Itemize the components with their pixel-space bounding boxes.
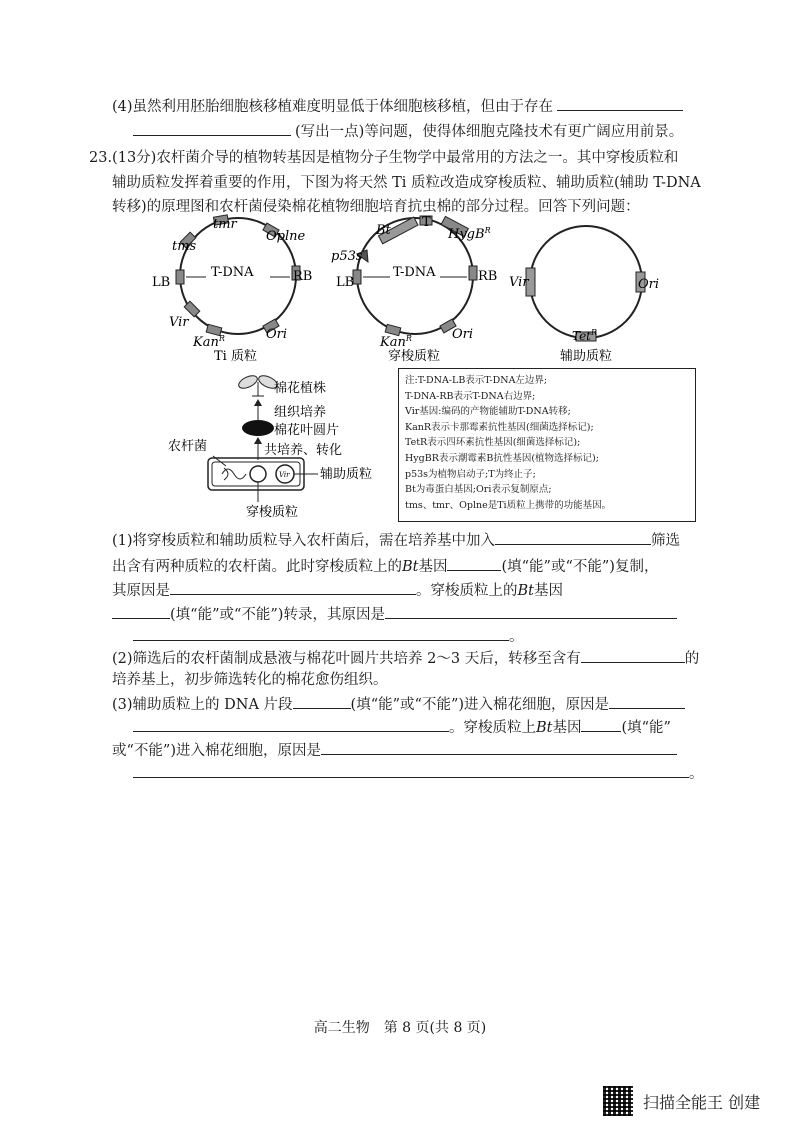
q22-4-text2: (写出一点)等问题，使得体细胞克隆技术有更广阔应用前景。 — [295, 124, 684, 140]
sub1-text: (1)将穿梭质粒和辅助质粒导入农杆菌后，需在培养基中加入 — [112, 533, 496, 549]
sub3-line2 — [133, 717, 671, 738]
legend-line: Bt为毒蛋白基因;Ori表示复制原点; — [405, 484, 552, 496]
helper-plasmid-flow-label: 辅助质粒 — [320, 467, 373, 482]
lb-border — [353, 270, 361, 284]
legend-line: p53s为植物启动子;T为终止子; — [405, 468, 536, 480]
cotton-plant-icon — [237, 373, 279, 396]
legend-line: HygBR表示潮霉素B抗性基因(植物选择标记); — [405, 452, 599, 464]
sub1-text: 基因 — [418, 559, 448, 575]
q23-intro-line2: 辅助质粒发挥着重要的作用，下图为将天然 Ti 质粒改造成穿梭质粒、辅助质粒(辅助 T-DNA — [112, 175, 701, 191]
ori-label: Ori — [452, 327, 474, 342]
bt-gene-text: Bt — [402, 559, 419, 575]
legend-line: TetR表示四环素抗性基因(细菌选择标记); — [405, 437, 581, 449]
leaf-disc-icon — [242, 420, 274, 436]
bt-gene-text: Bt — [517, 583, 534, 599]
co-culture-label: 共培养、转化 — [264, 443, 343, 458]
tdna-label: T-DNA — [211, 265, 254, 280]
sub3-text: 或“不能”)进入棉花细胞，原因是 — [112, 743, 321, 759]
sub3-text: 。 — [689, 766, 704, 782]
q23-intro-line1: 23.(13分)农杆菌介导的植物转基因是植物分子生物学中最常用的方法之一。其中穿梭质粒和 — [89, 150, 679, 166]
agrobacterium-label: 农杆菌 — [168, 439, 208, 454]
answer-blank[interactable] — [447, 556, 501, 571]
helper-plasmid-name: 辅助质粒 — [560, 349, 613, 364]
rb-label: RB — [293, 269, 313, 284]
answer-blank[interactable] — [112, 604, 170, 619]
sub1-text: (填“能”或“不能”)转录，其原因是 — [170, 607, 385, 623]
sub1-line1 — [112, 530, 680, 551]
sub3-text: (3)辅助质粒上的 DNA 片段 — [112, 697, 293, 713]
rb-border — [469, 266, 477, 280]
figure-legend — [398, 368, 696, 522]
q22-4-line2 — [133, 121, 683, 142]
sub2-line1 — [112, 648, 699, 669]
sub3-line3 — [112, 740, 677, 761]
answer-blank[interactable] — [321, 740, 677, 755]
answer-blank[interactable] — [581, 648, 685, 663]
answer-blank[interactable] — [581, 717, 621, 732]
sub3-line1 — [112, 694, 685, 715]
sub3-text: 。穿梭质粒上 — [449, 720, 536, 736]
sub1-text: 其原因是 — [112, 583, 170, 599]
vir-label: Vir — [509, 275, 529, 290]
helper-vir-label: Vir — [279, 471, 290, 479]
answer-blank[interactable] — [133, 717, 449, 732]
vir-label: Vir — [169, 315, 189, 330]
lb-label: LB — [152, 275, 171, 290]
legend-line: tms、tmr、Oplne是Ti质粒上携带的功能基因。 — [405, 499, 612, 511]
sub1-text: 基因 — [533, 583, 563, 599]
sub3-text: (填“能” — [621, 720, 671, 736]
sub1-text: 筛选 — [651, 533, 681, 549]
sub1-line2 — [112, 556, 658, 577]
legend-line: 注:T-DNA-LB表示T-DNA左边界; — [405, 375, 548, 386]
answer-blank[interactable] — [133, 626, 509, 641]
sub3-line4 — [133, 763, 704, 784]
legend-line: KanR表示卡那霉素抗性基因(细菌选择标记); — [405, 421, 594, 433]
shuttle-plasmid-flow-label: 穿梭质粒 — [246, 505, 299, 520]
leaf-disc-label: 棉花叶圆片 — [274, 423, 340, 438]
scanner-watermark — [603, 1086, 800, 1116]
ti-plasmid-diagram — [152, 215, 312, 364]
sub1-text: 。 — [509, 629, 524, 645]
sub1-text: 。穿梭质粒上的 — [416, 583, 518, 599]
answer-blank[interactable] — [170, 580, 416, 595]
answer-blank[interactable] — [557, 96, 683, 111]
kan-label: Kan$^R$ — [380, 334, 412, 350]
page-footer: 高二生物 第 8 页(共 8 页) — [313, 1020, 487, 1036]
transformation-flow — [168, 373, 372, 520]
plant-label: 棉花植株 — [274, 381, 327, 396]
tdna-label: T-DNA — [393, 265, 436, 280]
bacterial-chromosome-icon — [222, 468, 246, 480]
sub3-text: 基因 — [552, 720, 582, 736]
answer-blank[interactable] — [293, 694, 351, 709]
q22-4-line1 — [112, 96, 683, 117]
ori-label: Ori — [266, 327, 288, 342]
rb-label: RB — [478, 269, 498, 284]
tet-label: Tet$^R$ — [572, 328, 598, 343]
answer-blank[interactable] — [385, 604, 677, 619]
opine-label: Oplne — [266, 229, 306, 244]
lb-label: LB — [336, 275, 355, 290]
sub2-text: (2)筛选后的农杆菌制成悬液与棉花叶圆片共培养 2～3 天后，转移至含有 — [112, 651, 581, 667]
q23-intro-line3: 转移)的原理图和农杆菌侵染棉花植物细胞培育抗虫棉的部分过程。回答下列问题： — [112, 199, 640, 215]
ori-label: Ori — [638, 277, 660, 292]
tmr-label: tmr — [213, 217, 237, 232]
helper-plasmid-diagram — [509, 226, 659, 364]
t-label: T — [422, 215, 431, 230]
answer-blank[interactable] — [133, 121, 291, 136]
tms-label: tms — [172, 239, 197, 254]
bt-label: Bt — [376, 223, 391, 238]
answer-blank[interactable] — [609, 694, 685, 709]
shuttle-plasmid-name: 穿梭质粒 — [388, 349, 441, 364]
qr-code-icon — [603, 1086, 633, 1116]
answer-blank[interactable] — [133, 763, 689, 778]
q22-4-text1: (4)虽然利用胚胎细胞核移植难度明显低于体细胞核移植，但由于存在 — [112, 99, 554, 115]
kan-gene — [385, 324, 401, 335]
sub2-text: 的 — [684, 651, 700, 667]
tissue-culture-label: 组织培养 — [274, 405, 327, 420]
lb-border — [176, 270, 184, 284]
sub1-text: 出含有两种质粒的农杆菌。此时穿梭质粒上的 — [112, 559, 402, 575]
answer-blank[interactable] — [495, 530, 651, 545]
p53s-label: p53s — [331, 249, 363, 264]
ti-plasmid-name: Ti 质粒 — [214, 349, 257, 364]
shuttle-plasmid-icon — [250, 466, 266, 482]
hygb-label: HygB$^R$ — [448, 226, 491, 242]
legend-line: Vir基因:编码的产物能辅助T-DNA转移; — [405, 406, 571, 418]
sub2-line2: 培养基上，初步筛选转化的棉花愈伤组织。 — [112, 672, 388, 688]
sub1-text: (填“能”或“不能”)复制， — [501, 559, 659, 575]
sub3-text: (填“能”或“不能”)进入棉花细胞，原因是 — [350, 697, 610, 713]
sub1-line3 — [112, 580, 563, 601]
sub1-line4 — [112, 604, 677, 625]
kan-label: Kan$^R$ — [193, 334, 225, 350]
sub1-line5 — [133, 626, 524, 647]
legend-line: T-DNA-RB表示T-DNA右边界; — [405, 390, 536, 402]
bt-gene-text: Bt — [536, 720, 553, 736]
shuttle-plasmid-diagram — [331, 215, 497, 364]
scanner-text: 扫描全能王 创建 — [643, 1093, 761, 1112]
